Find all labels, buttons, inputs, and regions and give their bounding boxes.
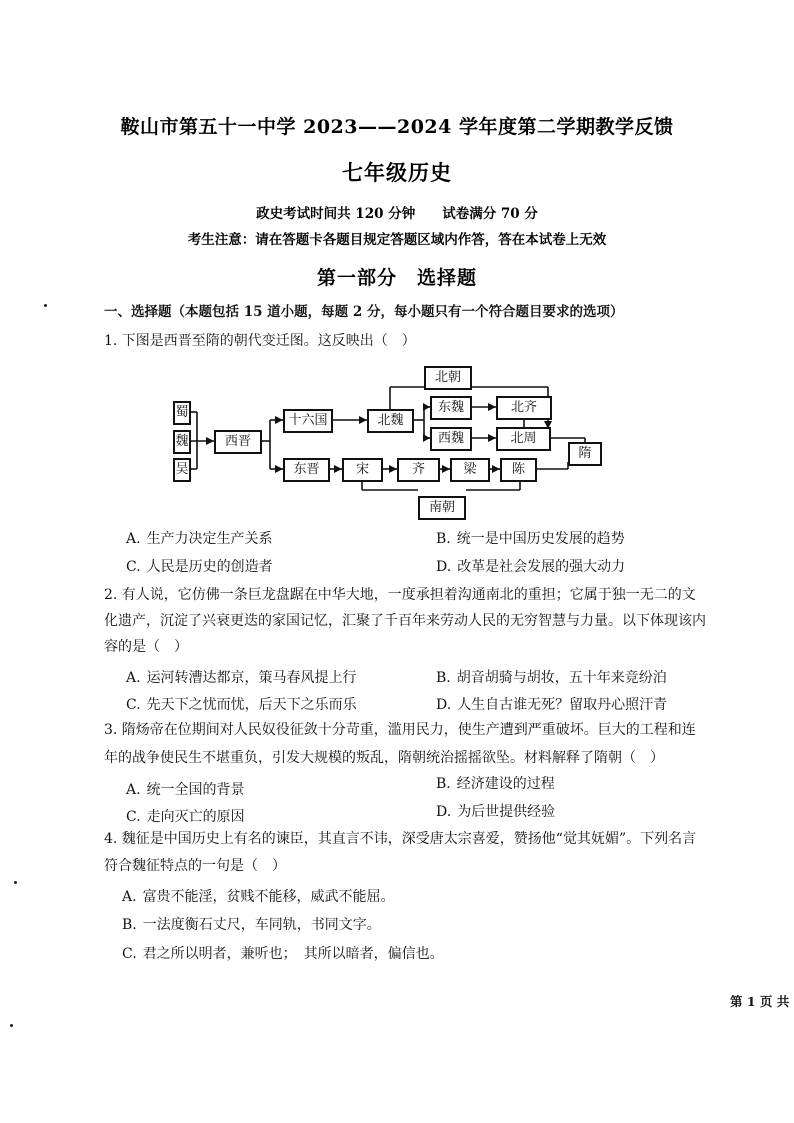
q4-option-c[interactable] [122,943,444,963]
node-beichao: 北朝 [424,366,472,390]
option-text: 人民是历史的创造者 [146,559,273,575]
node-xiwei: 西魏 [430,427,472,451]
node-sui: 隋 [568,442,602,466]
node-song: 宋 [342,458,383,482]
part-title: 第一部分 选择题 [316,267,477,289]
q3-option-c[interactable] [126,806,245,826]
page-footer: 第 1 页 共 [730,994,790,1009]
option-key: A. [126,531,141,547]
node-shiliuguo: 十六国 [283,409,333,433]
q2-option-b[interactable] [436,667,667,687]
scan-speck [10,1024,13,1027]
exam-info: 政史考试时间共 120 分钟 试卷满分 70 分 [256,206,538,222]
exam-notice: 考生注意：请在答题卡各题目规定答题区域内作答，答在本试卷上无效 [187,232,607,248]
q3-option-b[interactable] [436,773,555,793]
option-text: 为后世提供经验 [457,804,556,820]
question-1-stem: 1. 下图是西晋至隋的朝代变迁图。这反映出（ ） [104,333,416,349]
scan-speck [14,881,17,884]
node-dongjin: 东晋 [283,458,330,482]
option-text: 运河转漕达都京，策马春风提上行 [146,670,357,686]
q1-option-c[interactable] [126,556,273,576]
node-wei: 魏 [173,430,191,454]
subject-title: 七年级历史 [342,160,452,185]
question-2-stem-line-1: 2. 有人说，它仿佛一条巨龙盘踞在中华大地，一度承担着沟通南北的重担；它属于独一无二的文 [104,587,696,603]
node-liang: 梁 [450,458,490,482]
q1-option-b[interactable] [436,528,625,548]
option-text: 人生自古谁无死？留取丹心照汗青 [457,697,668,713]
scan-speck [44,304,47,307]
q2-option-d[interactable] [436,694,667,714]
option-key: C. [126,697,141,713]
q3-option-a[interactable] [126,779,245,799]
option-key: C. [122,946,137,962]
q1-option-d[interactable] [436,556,625,576]
option-key: C. [126,809,141,825]
q3-option-d[interactable] [436,801,555,821]
node-qi: 齐 [397,458,440,482]
node-wu: 吴 [173,458,191,482]
option-text: 胡音胡骑与胡妆，五十年来竞纷泊 [456,670,667,686]
node-shu: 蜀 [173,401,191,425]
option-key: D. [436,559,452,575]
q4-option-a[interactable] [122,886,395,906]
question-3-stem-line-2: 年的战争使民生不堪重负，引发大规模的叛乱，隋朝统治摇摇欲坠。材料解释了隋朝（ ） [104,750,664,766]
option-key: B. [436,670,451,686]
option-key: A. [122,889,137,905]
question-3-stem-line-1: 3. 隋炀帝在位期间对人民奴役征敛十分苛重，滥用民力，使生产遭到严重破坏。巨大的工程和连 [104,722,696,738]
node-beiqi: 北齐 [496,396,552,420]
school-title: 鞍山市第五十一中学 2023——2024 学年度第二学期教学反馈 [120,116,674,138]
option-text: 先天下之忧而忧，后天下之乐而乐 [146,697,357,713]
question-4-stem-line-1: 4. 魏征是中国历史上有名的谏臣，其直言不讳，深受唐太宗喜爱，赞扬他“觉其妩媚”。下列名言 [104,831,697,847]
option-text: 改革是社会发展的强大动力 [457,559,626,575]
option-text: 经济建设的过程 [456,776,555,792]
option-key: C. [126,559,141,575]
q2-option-a[interactable] [126,667,357,687]
option-text: 富贵不能淫，贫贱不能移，威武不能屈。 [142,889,395,905]
node-dongwei: 东魏 [430,396,472,420]
option-text: 走向灭亡的原因 [146,809,245,825]
node-nanchao: 南朝 [418,496,466,520]
node-beiwei: 北魏 [367,409,414,433]
q2-option-c[interactable] [126,694,357,714]
node-xijin: 西晋 [214,430,262,454]
question-4-stem-line-2: 符合魏征特点的一句是（ ） [104,858,286,874]
option-text: 一法度衡石丈尺，车同轨，书同文字。 [142,917,381,933]
option-key: B. [122,917,137,933]
node-beizhou: 北周 [496,427,551,451]
option-key: A. [126,782,141,798]
q1-option-a[interactable] [126,528,273,548]
option-key: B. [436,531,451,547]
question-2-stem-line-3: 容的是（ ） [104,639,188,655]
section-intro: 一、选择题（本题包括 15 道小题，每题 2 分，每小题只有一个符合题目要求的选项） [104,304,624,320]
option-text: 统一全国的背景 [146,782,245,798]
option-text: 生产力决定生产关系 [146,531,273,547]
option-key: D. [436,804,452,820]
node-chen: 陈 [500,458,537,482]
q4-option-b[interactable] [122,914,381,934]
option-key: A. [126,670,141,686]
question-2-stem-line-2: 化遗产，沉淀了兴衰更迭的家国记忆，汇聚了千百年来劳动人民的无穷智慧与力量。以下体现该内 [104,613,706,629]
option-text: 统一是中国历史发展的趋势 [456,531,625,547]
option-key: D. [436,697,452,713]
option-text: 君之所以明者，兼听也； 其所以暗者，偏信也。 [142,946,444,962]
option-key: B. [436,776,451,792]
